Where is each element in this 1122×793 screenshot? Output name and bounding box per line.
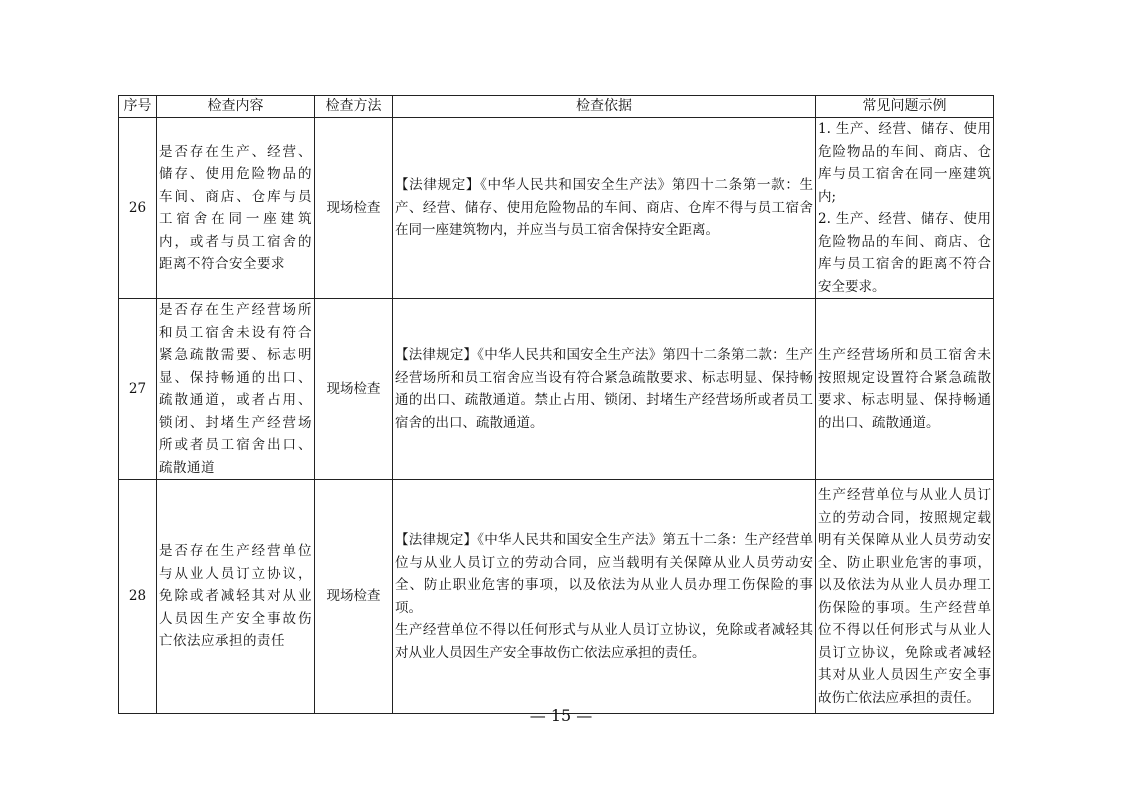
row-basis [393,480,816,714]
issue-item: 生产经营单位与从业人员订立的劳动合同，按照规定载明有关保障从业人员劳动安全、防止职业危害的事项，以及依法为从业人员办理工伤保险的事项。生产经营单位不得以任何形式与从业人员订立协议，免除或者减轻其对从业人员因生产安全事故伤亡依法应承担的责任。 [818,487,991,706]
header-issues: 常见问题示例 [816,96,994,118]
issue-item: 生产经营场所和员工宿舍未按照规定设置符合紧急疏散要求、标志明显、保持畅通的出口、疏散通道。 [818,347,991,431]
row-seq: 28 [119,480,157,714]
header-content: 检查内容 [157,96,315,118]
row-basis [393,118,816,299]
page-number: — 15 — [529,706,593,725]
header-method: 检查方法 [315,96,393,118]
basis-paragraph: 【法律规定】《中华人民共和国安全生产法》第四十二条第二款：生产经营场所和员工宿舍应当设有符合紧急疏散要求、标志明显、保持畅通的出口、疏散通道。禁止占用、锁闭、封堵生产经营场所或者员工宿舍的出口、疏散通道。 [395,347,813,431]
row-issues [816,118,994,299]
row-issues [816,299,994,480]
row-seq: 27 [119,299,157,480]
table-row [119,480,994,714]
basis-paragraph: 生产经营单位不得以任何形式与从业人员订立协议，免除或者减轻其对从业人员因生产安全事故伤亡依法应承担的责任。 [395,622,813,661]
row-method: 现场检查 [315,118,393,299]
issue-item: 2. 生产、经营、储存、使用危险物品的车间、商店、仓库与员工宿舍的距离不符合安全要求。 [818,211,991,295]
row-seq: 26 [119,118,157,299]
table-row [119,299,994,480]
row-content: 是否存在生产经营场所和员工宿舍未设有符合紧急疏散需要、标志明显、保持畅通的出口、疏散通道，或者占用、锁闭、封堵生产经营场所或者员工宿舍出口、疏散通道 [157,299,315,480]
row-method: 现场检查 [315,480,393,714]
row-basis [393,299,816,480]
inspection-table-sheet [118,95,993,714]
inspection-table [118,95,994,714]
table-row [119,118,994,299]
basis-paragraph: 【法律规定】《中华人民共和国安全生产法》第五十二条：生产经营单位与从业人员订立的劳动合同，应当载明有关保障从业人员劳动安全、防止职业危害的事项，以及依法为从业人员办理工伤保险的事项。 [395,532,813,616]
row-content: 是否存在生产经营单位与从业人员订立协议，免除或者减轻其对从业人员因生产安全事故伤亡依法应承担的责任 [157,480,315,714]
row-content: 是否存在生产、经营、储存、使用危险物品的车间、商店、仓库与员工宿舍在同一座建筑内，或者与员工宿舍的距离不符合安全要求 [157,118,315,299]
header-seq: 序号 [119,96,157,118]
header-basis: 检查依据 [393,96,816,118]
issue-item: 1. 生产、经营、储存、使用危险物品的车间、商店、仓库与员工宿舍在同一座建筑内; [818,121,991,205]
row-issues [816,480,994,714]
row-method: 现场检查 [315,299,393,480]
header-row [119,96,994,118]
basis-paragraph: 【法律规定】《中华人民共和国安全生产法》第四十二条第一款：生产、经营、储存、使用危险物品的车间、商店、仓库不得与员工宿舍在同一座建筑物内，并应当与员工宿舍保持安全距离。 [395,177,813,239]
